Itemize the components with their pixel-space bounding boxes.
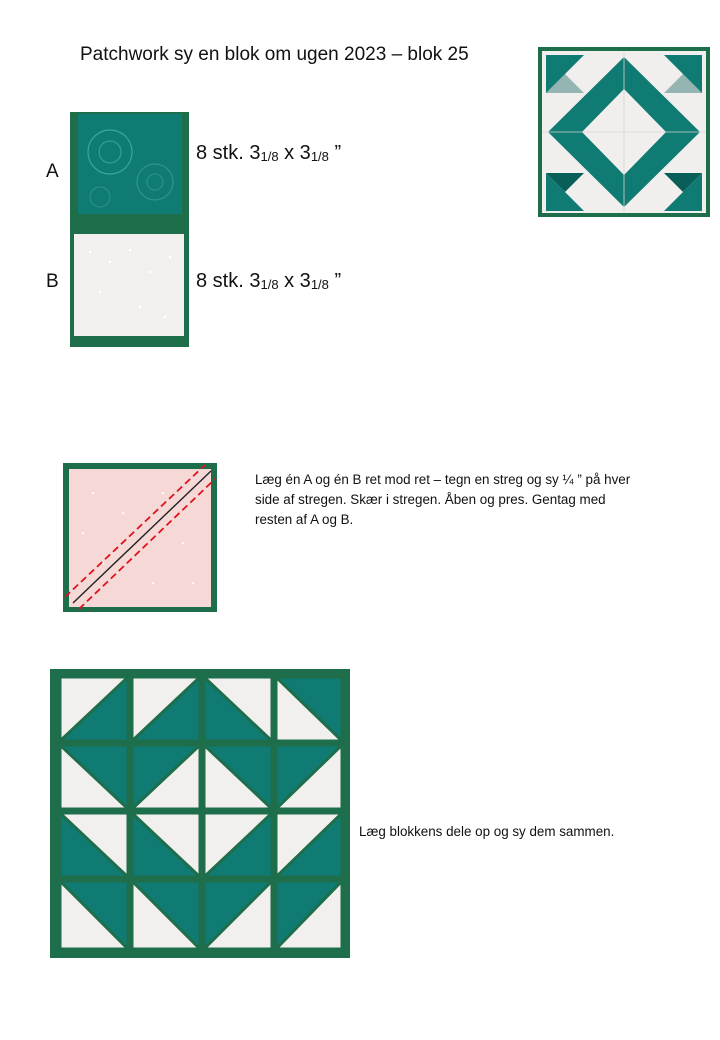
fabric-b-letter: B — [46, 271, 59, 292]
fabric-b-dimensions — [196, 270, 341, 293]
fabric-b-mid: x 3 — [278, 270, 311, 292]
fabric-a-frac2: 1/8 — [310, 149, 329, 164]
finished-block-image — [538, 47, 710, 217]
fabric-swatches-image — [70, 112, 189, 347]
step-1-instruction: Læg én A og én B ret mod ret – tegn en streg og sy ¼ ” på hver side af stregen. Skær i stregen. Åben og pres. Gentag med resten af A og B. — [255, 472, 631, 527]
fabric-a-mid: x 3 — [278, 142, 311, 164]
step-2-instruction: Læg blokkens dele op og sy dem sammen. — [359, 824, 615, 839]
fabric-b-unit: ” — [328, 270, 342, 292]
fabric-a-letter: A — [46, 161, 59, 182]
fabric-b-frac2: 1/8 — [310, 277, 329, 292]
fabric-b-count: 8 stk. 3 — [196, 270, 261, 292]
fabric-a-dimensions — [196, 142, 341, 165]
stitch-diagram-image — [63, 463, 217, 612]
fabric-b-frac1: 1/8 — [260, 277, 279, 292]
block-layout-image — [50, 669, 350, 958]
fabric-a-unit: ” — [328, 142, 342, 164]
fabric-a-frac1: 1/8 — [260, 149, 279, 164]
fabric-a-count: 8 stk. 3 — [196, 142, 261, 164]
page-title: Patchwork sy en blok om ugen 2023 – blok 25 — [80, 44, 469, 65]
